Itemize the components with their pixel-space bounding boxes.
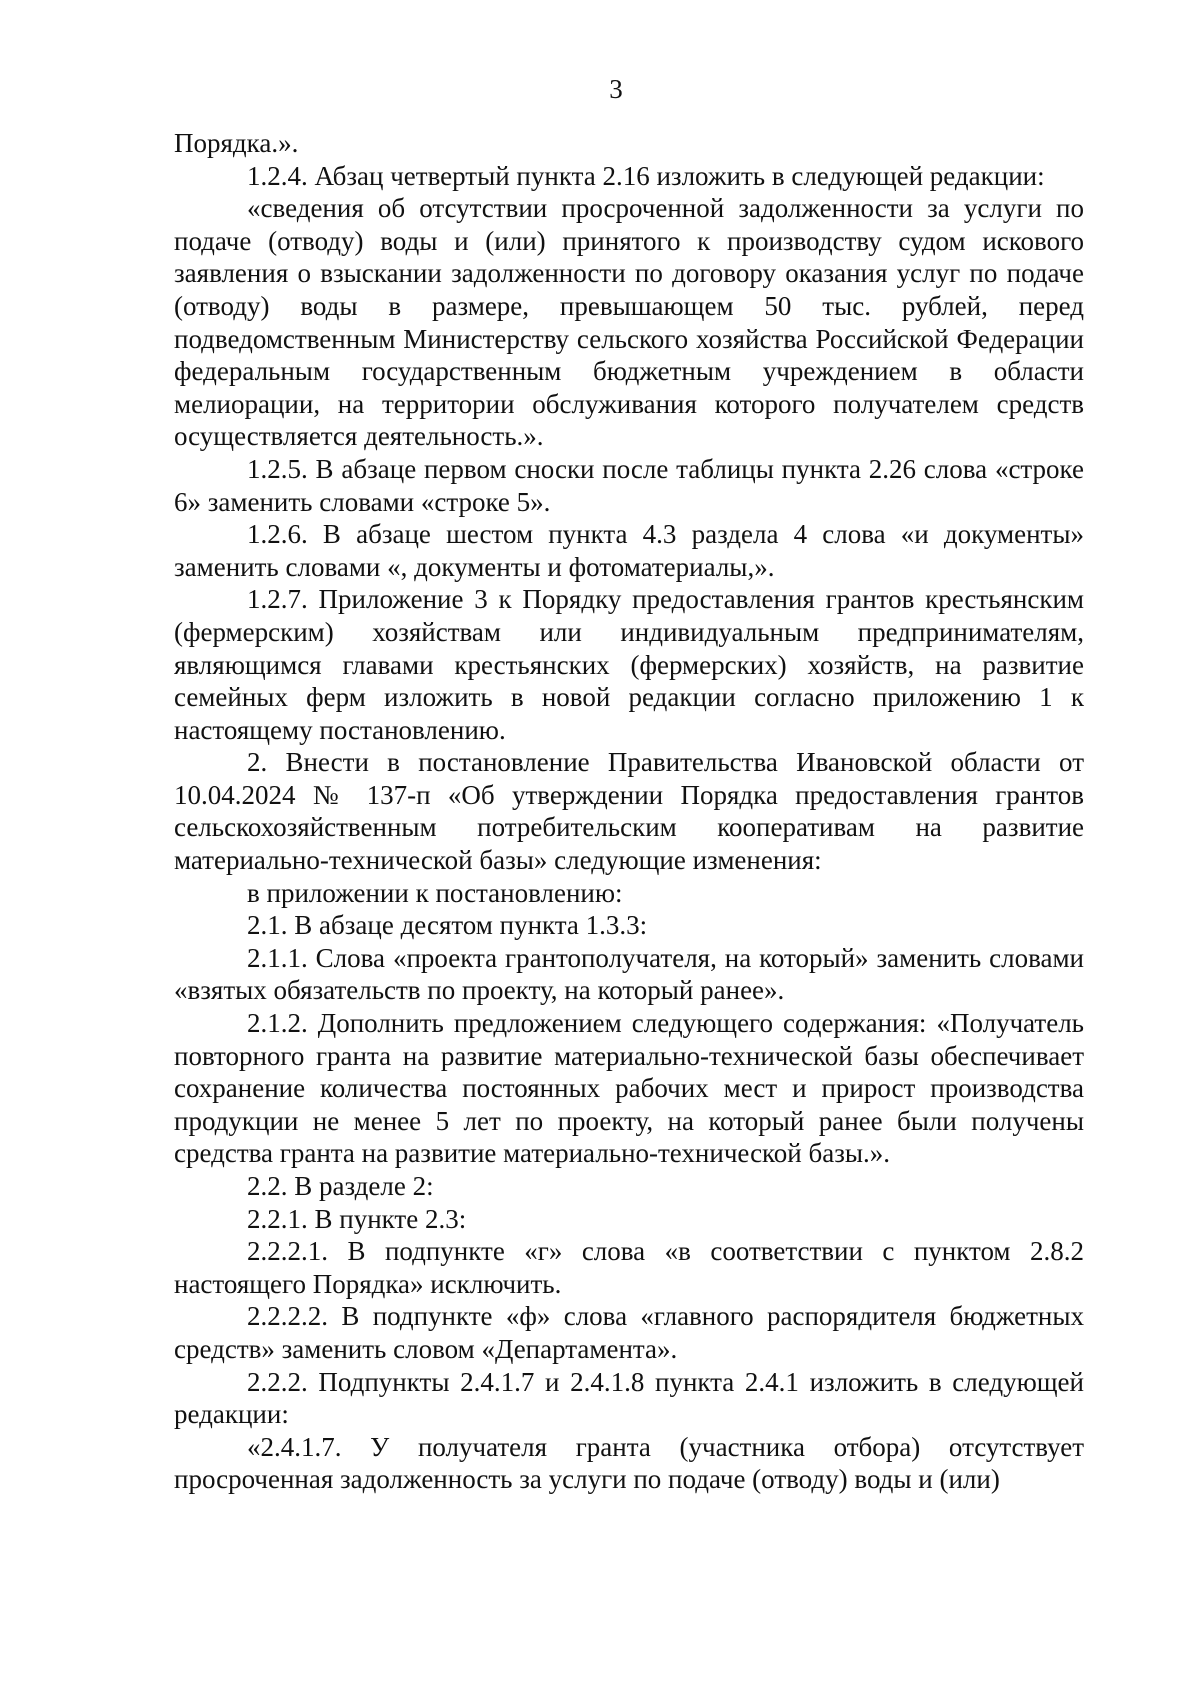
paragraph: 1.2.6. В абзаце шестом пункта 4.3 раздела 4 слова «и документы» заменить словами «, документы и фотоматериалы,». bbox=[174, 519, 1084, 582]
paragraph: 2.2. В разделе 2: bbox=[247, 1171, 434, 1201]
document-body bbox=[174, 127, 1084, 1496]
paragraph: 1.2.4. Абзац четвертый пункта 2.16 изложить в следующей редакции: bbox=[247, 160, 1045, 191]
page-number: 3 bbox=[609, 74, 623, 104]
paragraph: 2.1.2. Дополнить предложением следующего содержания: «Получатель повторного гранта на развитие материально-технической базы обеспечивает сохранение количества постоянных рабочих мест и прирост производства продукции не менее 5 лет по проекту, на который ранее были получены средства гранта на развитие материально-технической базы.». bbox=[174, 1008, 1084, 1169]
paragraph: 1.2.5. В абзаце первом сноски после таблицы пункта 2.26 слова «строке 6» заменить словами «строке 5». bbox=[174, 453, 1084, 517]
paragraph: «сведения об отсутствии просроченной задолженности за услуги по подаче (отводу) воды и (или) принятого к производству судом искового заявления о взыскании задолженности по договору оказания услуг по подаче (отводу) воды в размере, превышающем 50 тыс. рублей, перед подведомственным Министерству сельского хозяйства Российской Федерации федеральным государственным бюджетным учреждением в области мелиорации, на территории обслуживания которого получателем средств осуществляется деятельность.». bbox=[174, 193, 1084, 452]
paragraph: 2.2.2.1. В подпункте «г» слова «в соответствии с пунктом 2.8.2 настоящего Порядка» исключить. bbox=[174, 1236, 1084, 1299]
paragraph: 2.1.1. Слова «проекта грантополучателя, на который» заменить словами «взятых обязательств по проекту, на который ранее». bbox=[174, 942, 1084, 1006]
paragraph: 1.2.7. Приложение 3 к Порядку предоставления грантов крестьянским (фермерским) хозяйствам или индивидуальным предпринимателям, являющимся главами крестьянских (фермерских) хозяйств, на развитие семейных ферм изложить в новой редакции согласно приложению 1 к настоящему постановлению. bbox=[174, 584, 1084, 745]
paragraph: 2.2.2.2. В подпункте «ф» слова «главного распорядителя бюджетных средств» заменить словом «Департамента». bbox=[174, 1301, 1084, 1364]
paragraph: 2.1. В абзаце десятом пункта 1.3.3: bbox=[247, 910, 648, 941]
paragraph: «2.4.1.7. У получателя гранта (участника отбора) отсутствует просроченная задолженность за услуги по подаче (отводу) воды и (или) bbox=[174, 1431, 1084, 1495]
paragraph: Порядка.». bbox=[174, 128, 299, 158]
paragraph: 2.2.1. В пункте 2.3: bbox=[247, 1203, 467, 1234]
paragraph: 2. Внести в постановление Правительства Ивановской области от 10.04.2024 № 137-п «Об утверждении Порядка предоставления грантов сельскохозяйственным потребительским кооперативам на развитие материально-технической базы» следующие изменения: bbox=[174, 747, 1084, 876]
paragraph: в приложении к постановлению: bbox=[247, 877, 623, 908]
paragraph: 2.2.2. Подпункты 2.4.1.7 и 2.4.1.8 пункта 2.4.1 изложить в следующей редакции: bbox=[174, 1366, 1084, 1430]
